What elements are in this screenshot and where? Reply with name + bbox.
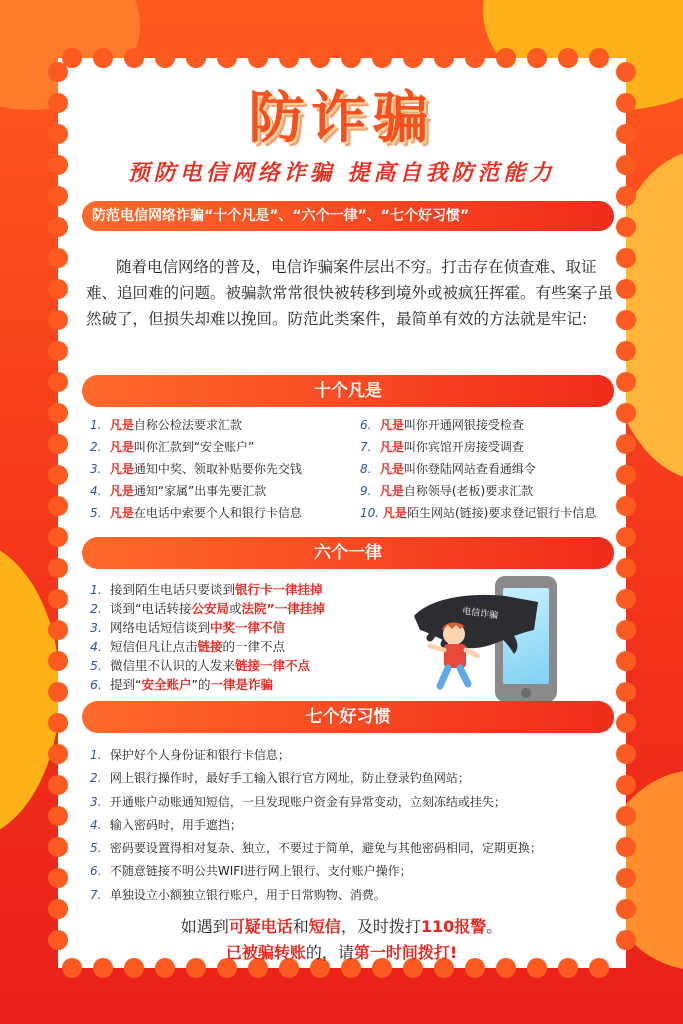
perforation-dot: [341, 48, 361, 68]
footer-line-2: 已被骗转账的，请第一时间拨打!: [225, 943, 458, 962]
perforation-dot: [48, 837, 68, 857]
perforation-dot: [558, 48, 578, 68]
list-item: 5. 凡是在电话中索要个人和银行卡信息: [90, 506, 302, 520]
list-item: 4. 短信但凡让点击链接的一律不点: [90, 639, 286, 654]
perforation-dot: [155, 48, 175, 68]
perforation-dot: [589, 48, 609, 68]
hand-label: 电信诈骗: [461, 606, 499, 622]
perforation-dot: [496, 48, 516, 68]
perforation-dot: [48, 217, 68, 237]
perforation-dot: [403, 48, 423, 68]
perforation-dot: [616, 341, 636, 361]
perforation-dot: [616, 217, 636, 237]
perforation-dot: [527, 48, 547, 68]
perforation-dot: [48, 775, 68, 795]
perforation-dot: [465, 48, 485, 68]
perforation-dot: [48, 558, 68, 578]
perforation-dot: [310, 48, 330, 68]
perforation-dot: [48, 186, 68, 206]
perforation-dot: [48, 403, 68, 423]
headline-banner: 防范电信网络诈骗“十个凡是”、“六个一律”、“七个好习惯”: [82, 201, 614, 231]
list-item: 1. 保护好个人身份证和银行卡信息；: [90, 748, 290, 762]
perforation-dot: [616, 651, 636, 671]
perforation-dot: [48, 341, 68, 361]
perforation-dot: [48, 372, 68, 392]
perforation-dot: [48, 651, 68, 671]
list-item: 3. 开通账户动账通知短信，一旦发现账户资金有异常变动，立刻冻结或挂失；: [90, 794, 506, 809]
section-seven-banner: 七个好习惯: [82, 701, 614, 733]
list-item: 6. 不随意链接不明公共WIFI进行网上银行、支付账户操作；: [90, 864, 412, 879]
seven-habits: [90, 744, 542, 907]
perforation-dot: [616, 589, 636, 609]
list-item: 2. 谈到“电话转接公安局或法院”一律挂掉: [90, 601, 325, 616]
perforation-dot: [616, 403, 636, 423]
list-item: 3. 网络电话短信谈到中奖一律不信: [90, 620, 286, 635]
page-title: 防诈骗: [248, 86, 435, 151]
perforation-dot: [48, 744, 68, 764]
list-item: 10. 凡是陌生网站(链接)要求登记银行卡信息: [360, 506, 597, 520]
perforation-dot: [616, 496, 636, 516]
perforation-dot: [616, 744, 636, 764]
perforation-dot: [372, 48, 392, 68]
perforation-dot: [186, 48, 206, 68]
perforation-dot: [93, 48, 113, 68]
list-item: 7. 单独设立小额独立银行账户，用于日常购物、消费。: [90, 887, 386, 902]
perforation-dot: [616, 713, 636, 733]
list-item: 5. 微信里不认识的人发来链接一律不点: [90, 658, 311, 673]
perforation-dot: [48, 620, 68, 640]
perforation-dot: [48, 682, 68, 702]
ten-rules-left: [90, 414, 302, 524]
perforation-dot: [48, 589, 68, 609]
list-item: 1. 接到陌生电话只要谈到银行卡一律挂掉: [90, 582, 323, 597]
perforation-dot: [616, 372, 636, 392]
perforation-dot: [616, 527, 636, 547]
perforation-dot: [217, 48, 237, 68]
list-item: 8. 凡是叫你登陆网站查看通缉令: [360, 462, 536, 476]
perforation-dot: [616, 868, 636, 888]
perforation-dot: [48, 868, 68, 888]
ten-rules-right: [360, 414, 596, 524]
perforation-dot: [48, 248, 68, 268]
section-six-banner: 六个一律: [82, 537, 614, 569]
perforation-dot: [48, 713, 68, 733]
list-item: 7. 凡是叫你宾馆开房接受调查: [360, 440, 524, 454]
phone-home-button: [521, 688, 531, 698]
list-item: 5. 密码要设置得相对复杂、独立，不要过于简单，避免与其他密码相同，定期更换；: [90, 841, 542, 856]
perforation-dot: [48, 496, 68, 516]
perforation-dot: [48, 465, 68, 485]
perforation-dot: [616, 837, 636, 857]
perforation-dot: [48, 806, 68, 826]
scared-person-icon: [424, 620, 494, 692]
list-item: 2. 凡是叫你汇款到“安全账户”: [90, 440, 255, 454]
perforation-dot: [616, 434, 636, 454]
perforation-dot: [616, 465, 636, 485]
perforation-dot: [616, 806, 636, 826]
perforation-dot: [434, 48, 454, 68]
list-item: 4. 凡是通知“家属”出事先要汇款: [90, 484, 267, 498]
perforation-dot: [616, 186, 636, 206]
perforation-dot: [616, 620, 636, 640]
section-ten-banner: 十个凡是: [82, 375, 614, 407]
perforation-dot: [616, 279, 636, 299]
perforation-dot: [279, 48, 299, 68]
perforation-dot: [124, 48, 144, 68]
list-item: 2. 网上银行操作时，最好手工输入银行官方网址，防止登录钓鱼网站；: [90, 771, 470, 786]
perforation-dot: [616, 682, 636, 702]
list-item: 6. 提到“安全账户”的一律是诈骗: [90, 677, 273, 692]
six-rules: [90, 580, 325, 694]
perforation-dot: [48, 310, 68, 330]
perforation-dot: [616, 558, 636, 578]
list-item: 1. 凡是自称公检法要求汇款: [90, 418, 242, 432]
perforation-dot: [248, 48, 268, 68]
list-item: 3. 凡是通知中奖、领取补贴要你先交钱: [90, 462, 302, 476]
page-subtitle: 预防电信网络诈骗 提高自我防范能力: [127, 161, 556, 186]
list-item: 9. 凡是自称领导(老板)要求汇款: [360, 484, 534, 498]
perforation-dot: [616, 775, 636, 795]
list-item: 4. 输入密码时，用手遮挡；: [90, 817, 242, 832]
perforation-dot: [48, 434, 68, 454]
perforation-dot: [48, 279, 68, 299]
footer-line-1: 如遇到可疑电话和短信，及时拨打110报警。: [180, 917, 503, 936]
list-item: 6. 凡是叫你开通网银接受检查: [360, 418, 524, 432]
perforation-dot: [48, 527, 68, 547]
perforation-dot: [616, 310, 636, 330]
intro-paragraph: 随着电信网络的普及，电信诈骗案件层出不穷。打击存在侦查难、取证难、追回难的问题。被骗款常常很快被转移到境外或被疯狂挥霍。有些案子虽然破了，但损失却难以挽回。防范此类案件，最简单有效的方法就是牢记:: [86, 258, 614, 328]
perforation-dot: [616, 248, 636, 268]
